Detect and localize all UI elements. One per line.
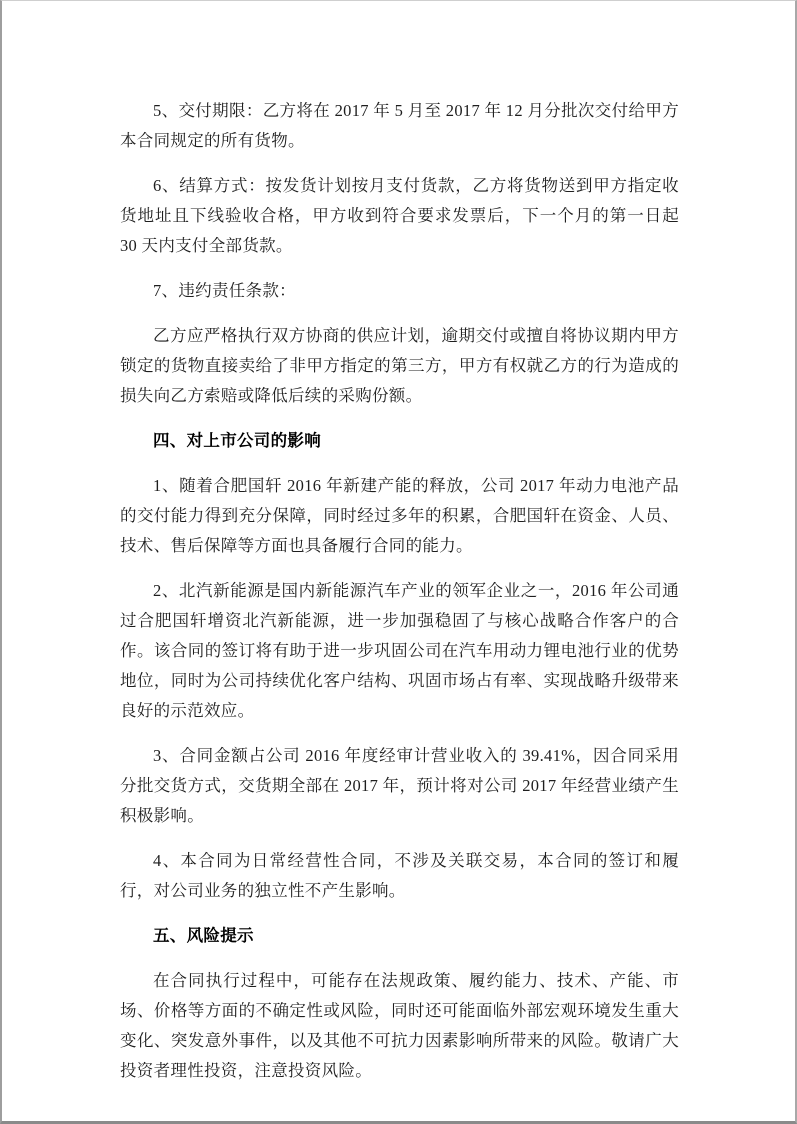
clause-6-settlement-method: 6、结算方式：按发货计划按月支付货款，乙方将货物送到甲方指定收货地址且下线验收合格，甲方收到符合要求发票后，下一个月的第一日起 30 天内支付全部货款。 [120, 176, 679, 255]
section-heading-impact-on-company: 四、对上市公司的影响 [153, 432, 321, 450]
section-heading-risk-notice: 五、风险提示 [153, 927, 254, 945]
clause-7-breach-liability-body: 乙方应严格执行双方协商的供应计划，逾期交付或擅自将协议期内甲方锁定的货物直接卖给了非甲方指定的第三方，甲方有权就乙方的行为造成的损失向乙方索赔或降低后续的采购份额。 [120, 326, 679, 405]
impact-item-3: 3、合同金额占公司 2016 年度经审计营业收入的 39.41%，因合同采用分批交货方式，交货期全部在 2017 年，预计将对公司 2017 年经营业绩产生积极影响。 [120, 746, 679, 825]
clause-5-delivery-deadline: 5、交付期限：乙方将在 2017 年 5 月至 2017 年 12 月分批次交付给甲方本合同规定的所有货物。 [120, 101, 679, 150]
risk-notice-paragraph: 在合同执行过程中，可能存在法规政策、履约能力、技术、产能、市场、价格等方面的不确定性或风险，同时还可能面临外部宏观环境发生重大变化、突发意外事件，以及其他不可抗力因素影响所带来的风险。敬请广大投资者理性投资，注意投资风险。 [120, 971, 679, 1080]
impact-item-1: 1、随着合肥国轩 2016 年新建产能的释放，公司 2017 年动力电池产品的交付能力得到充分保障，同时经过多年的积累，合肥国轩在资金、人员、技术、售后保障等方面也具备履行合同的能力。 [120, 476, 679, 555]
clause-7-breach-liability-title: 7、违约责任条款： [153, 281, 296, 300]
impact-item-2: 2、北汽新能源是国内新能源汽车产业的领军企业之一，2016 年公司通过合肥国轩增资北汽新能源，进一步加强稳固了与核心战略合作客户的合作。该合同的签订将有助于进一步巩固公司在汽车用动力锂电池行业的优势地位，同时为公司持续优化客户结构、巩固市场占有率、实现战略升级带来良好的示范效应。 [120, 581, 679, 720]
impact-item-4: 4、本合同为日常经营性合同，不涉及关联交易，本合同的签订和履行，对公司业务的独立性不产生影响。 [120, 851, 679, 900]
